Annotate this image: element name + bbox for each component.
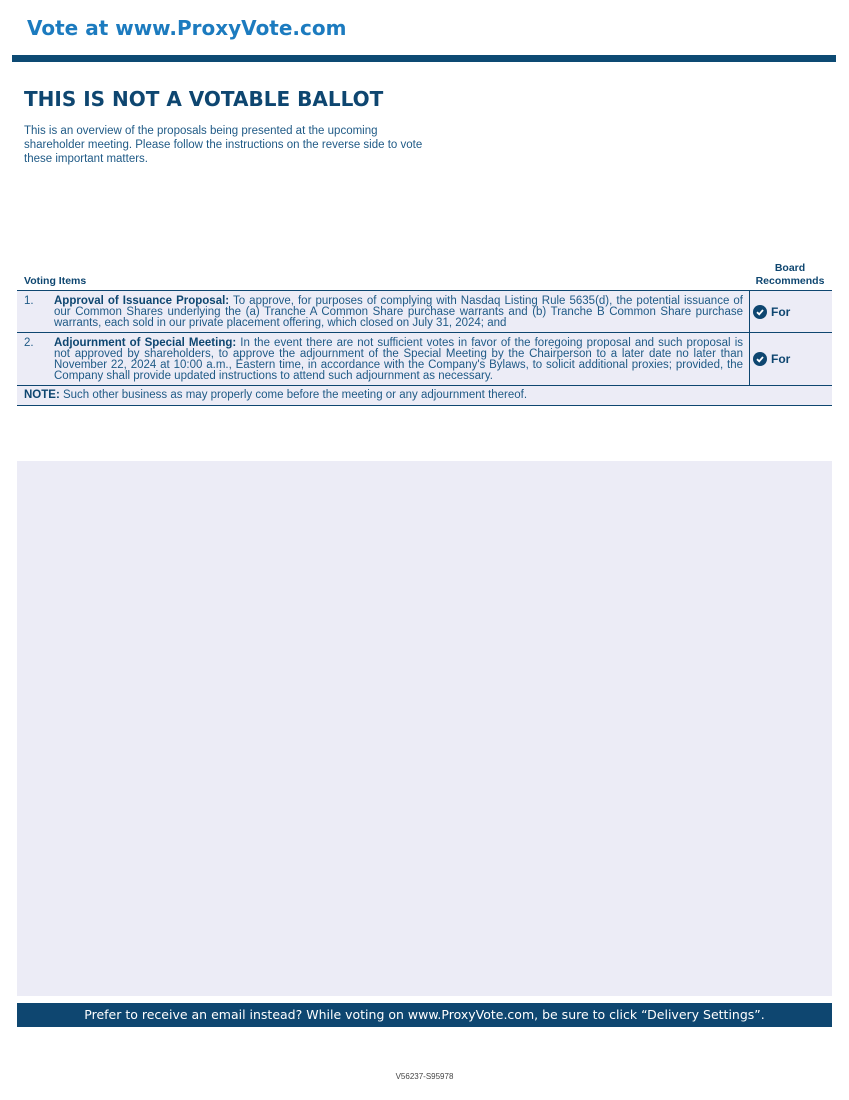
voting-item-content: [17, 333, 750, 385]
item-number: 2.: [24, 337, 34, 349]
item-number: 1.: [24, 295, 34, 307]
email-delivery-banner: Prefer to receive an email instead? While voting on www.ProxyVote.com, be sure to click “Delivery Settings”.: [17, 1003, 832, 1027]
item-text: To approve, for purposes of complying with Nasdaq Listing Rule 5635(d), the potential issuance of our Common Shares underlying the (a) Tranche A Common Share purchase warrants and (b) Tranche B Common Share purchase warrants, each sold in our private placement offering, which closed on July 31, 2024; and: [54, 295, 743, 329]
board-header-line1: Board: [774, 262, 806, 274]
note-label: NOTE:: [24, 389, 60, 401]
note-row: [17, 386, 832, 406]
control-code: V56237-S95978: [395, 1072, 454, 1081]
item-heading: Approval of Issuance Proposal:: [54, 295, 230, 307]
proxyvote-link[interactable]: Vote at www.ProxyVote.com: [27, 16, 347, 40]
voting-item-row: [17, 333, 832, 386]
voting-item-content: [17, 291, 750, 332]
item-heading: Adjournment of Special Meeting:: [54, 337, 237, 349]
voting-item-row: [17, 291, 832, 333]
item-description: [54, 296, 743, 329]
note-text: Such other business as may properly come before the meeting or any adjournment thereof.: [59, 389, 528, 401]
board-recommendation: [750, 333, 832, 385]
item-text: In the event there are not sufficient votes in favor of the foregoing proposal and such proposal is not approved by shareholders, to approve the adjournment of the Special Meeting by the Chairperson to a later date no later than November 22, 2024 at 10:00 a.m., Eastern time, in accordance with the Company's Bylaws, to solicit additional proxies; provided, the Company shall provide updated instructions to attend such adjournment as necessary.: [54, 337, 743, 382]
page-title: THIS IS NOT A VOTABLE BALLOT: [24, 87, 384, 111]
item-description: [54, 338, 743, 382]
check-circle-icon: [753, 352, 767, 366]
recommendation-label: For: [771, 304, 791, 319]
board-recommends-header: [749, 262, 831, 288]
board-header-line2: Recommends: [755, 275, 825, 287]
board-recommendation: [750, 291, 832, 332]
blank-panel: [17, 461, 832, 996]
header-divider: [12, 55, 836, 62]
intro-text: This is an overview of the proposals being presented at the upcoming shareholder meeting. Please follow the instructions on the reverse side to vote these important matters.: [24, 125, 423, 165]
check-circle-icon: [753, 305, 767, 319]
voting-items-header: Voting Items: [24, 275, 87, 287]
recommendation-label: For: [771, 352, 791, 366]
voting-items-table: [17, 290, 832, 406]
